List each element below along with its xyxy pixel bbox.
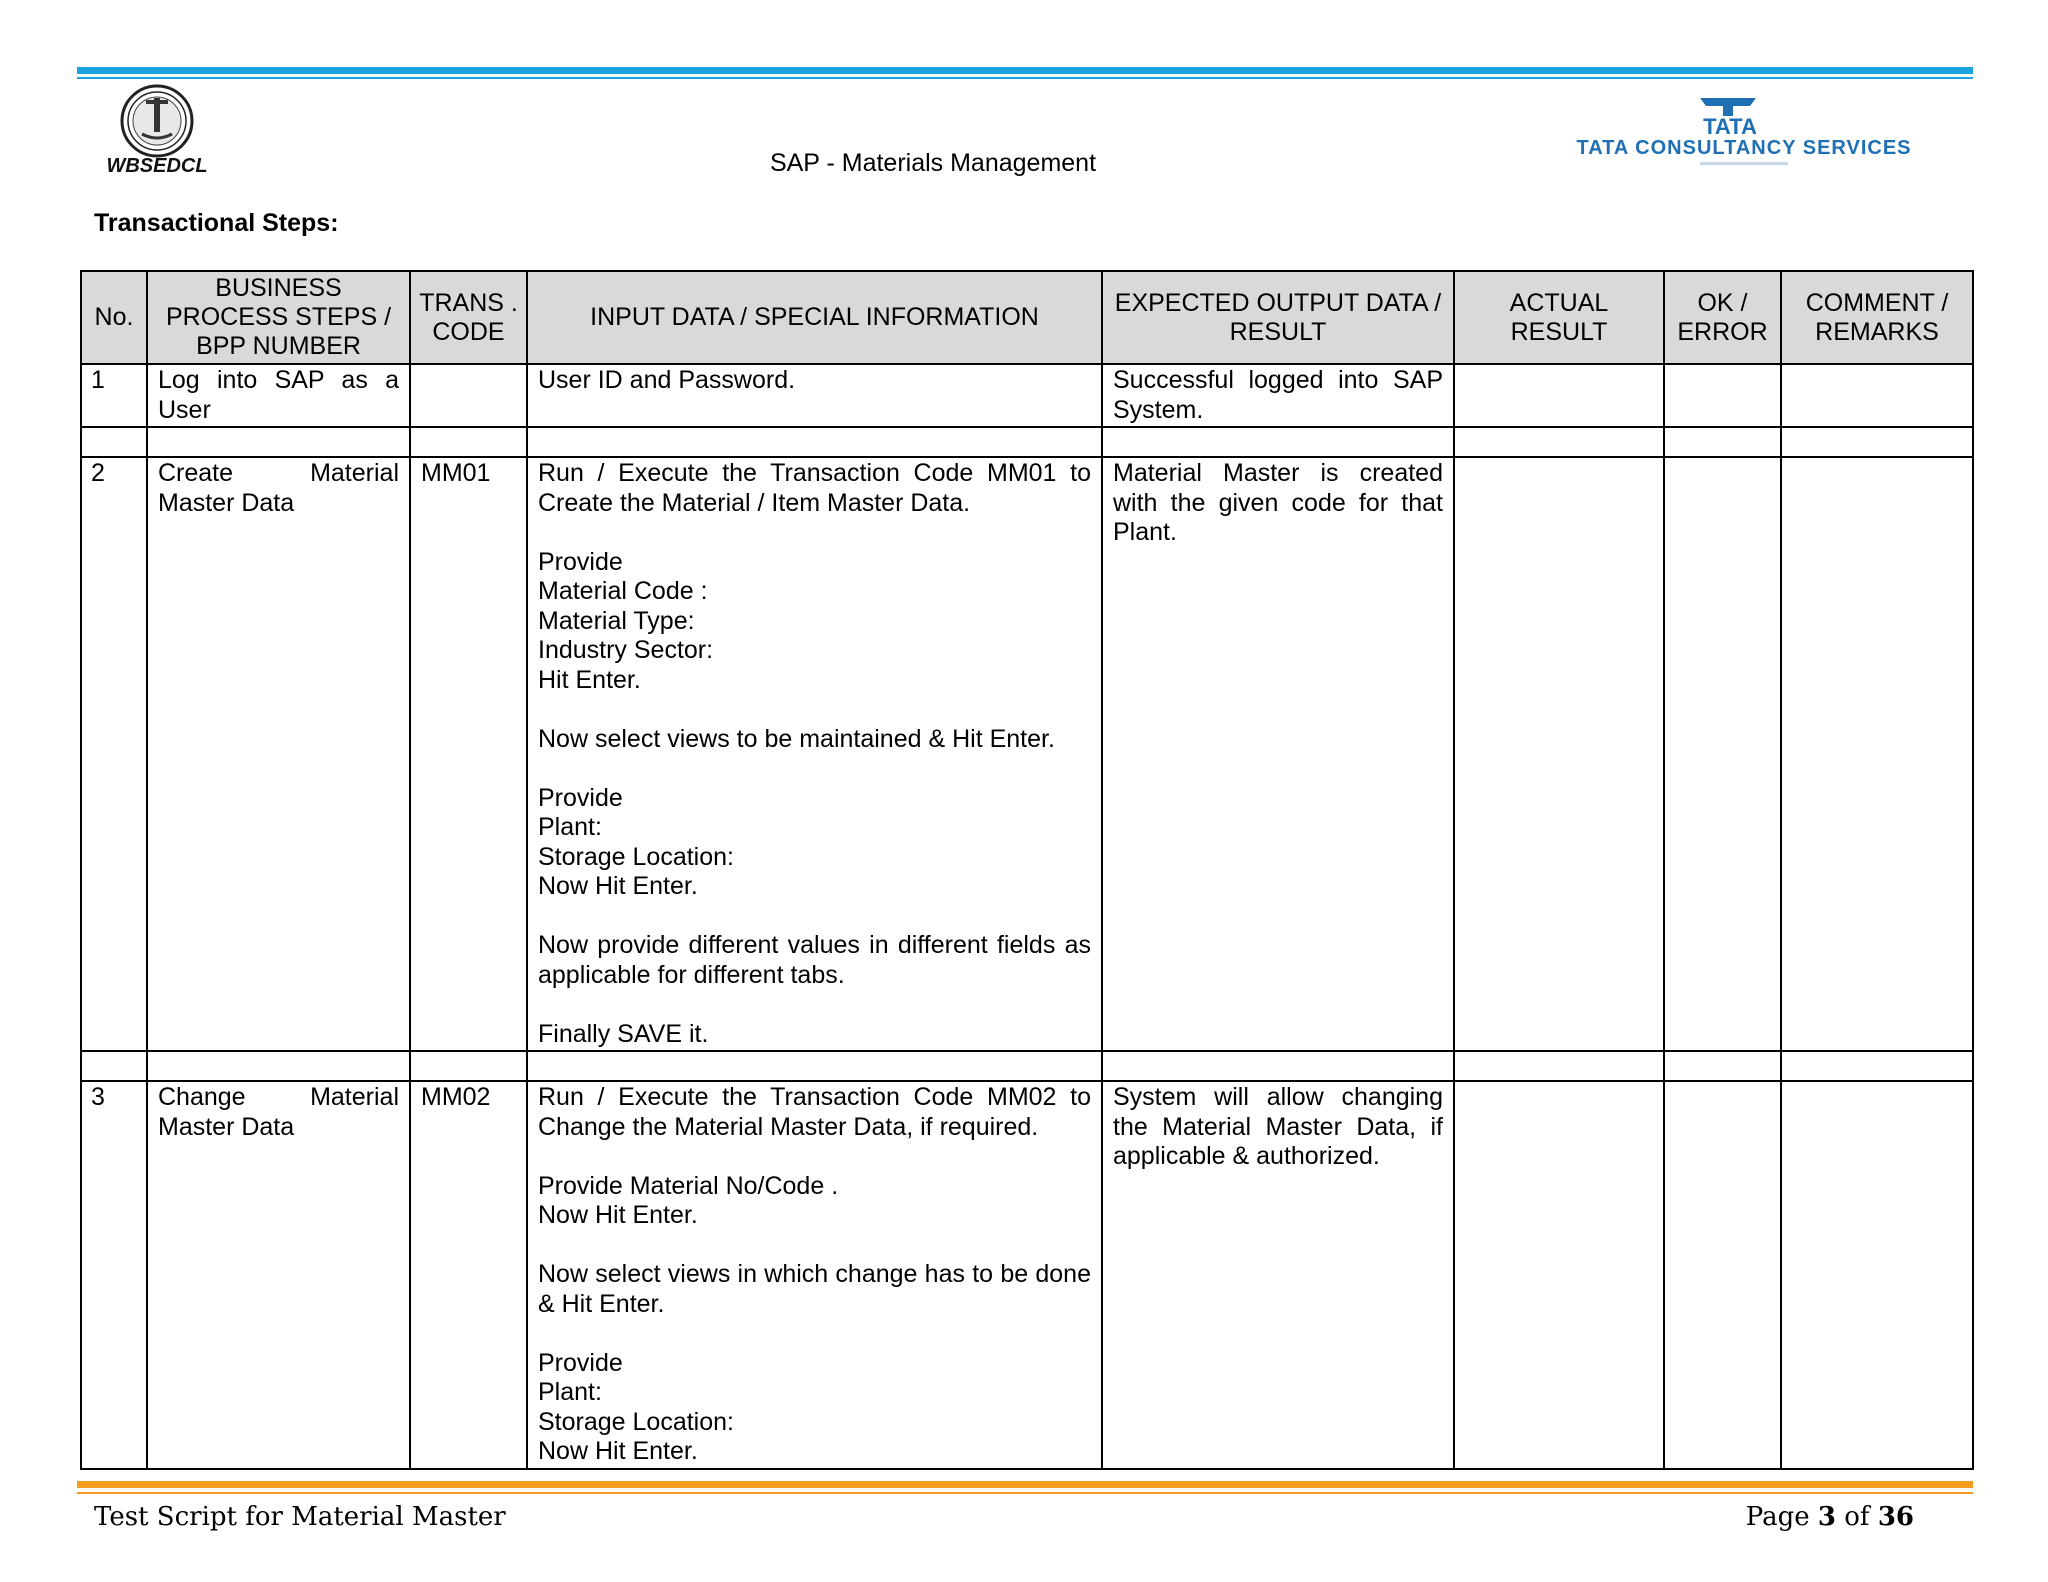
table-row [81,457,1973,1051]
top-rule [77,67,1973,74]
expected-output: System will allow changing the Material Master Data, if applicable & authorized. [1102,1081,1454,1469]
input-data [527,457,1102,1051]
row-number: 1 [81,364,147,427]
input-paragraph: Now provide different values in different fields as applicable for different tabs. [538,931,1091,989]
trans-code [410,364,527,427]
input-line: User ID and Password. [538,366,796,394]
input-line: Material Type: [538,606,695,635]
input-intro: Run / Execute the Transaction Code MM02 to Change the Material Master Data, if required. [538,1083,1091,1141]
col-header-ok-error: OK / ERROR [1664,271,1781,364]
col-header-expected-output: EXPECTED OUTPUT DATA / RESULT [1102,271,1454,364]
section-title: Transactional Steps: [94,209,339,237]
footer-document-name: Test Script for Material Master [94,1502,506,1532]
input-line: Industry Sector: [538,636,714,664]
col-header-trans-code: TRANS . CODE [410,271,527,364]
page-current: 3 [1817,1502,1836,1532]
document-title: SAP - Materials Management [769,149,1097,177]
input-intro: Run / Execute the Transaction Code MM01 to Create the Material / Item Master Data. [538,459,1091,517]
input-line: Now select views to be maintained & Hit Enter. [538,724,1055,753]
page-total: 36 [1877,1502,1914,1532]
row-number: 3 [81,1081,147,1469]
input-data [527,1081,1102,1469]
input-line: Plant: [538,813,602,841]
tcs-logo [1520,96,1968,176]
trans-code: MM01 [410,457,527,1051]
ok-error-cell [1664,457,1781,1051]
ok-error-cell [1664,1081,1781,1469]
expected-output: Material Master is created with the given code for that Plant. [1102,457,1454,1051]
page-of: of [1844,1502,1870,1532]
table-row [81,364,1973,427]
comment-cell [1781,364,1973,427]
actual-result-cell [1454,364,1664,427]
input-line: Hit Enter. [538,665,641,694]
process-step: Log into SAP as a User [147,364,410,427]
comment-cell [1781,457,1973,1051]
trans-code: MM02 [410,1081,527,1469]
col-header-no: No. [81,271,147,364]
page-number [1746,1502,1914,1532]
spacer-row [81,1051,1973,1081]
process-step: Create Material Master Data [147,457,410,1051]
input-paragraph: Now select views in which change has to be done & Hit Enter. [538,1260,1091,1318]
actual-result-cell [1454,457,1664,1051]
input-data [527,364,1102,427]
input-line: Provide Material No/Code . [538,1171,839,1200]
top-rule-thin [77,77,1973,79]
comment-cell [1781,1081,1973,1469]
page-label: Page [1745,1502,1810,1532]
input-line: Now Hit Enter. [538,872,698,900]
input-line: Now Hit Enter. [538,1201,698,1229]
process-step: Change Material Master Data [147,1081,410,1469]
svg-text:WBSEDCL: WBSEDCL [106,155,208,176]
col-header-business-process: BUSINESS PROCESS STEPS / BPP NUMBER [147,271,410,364]
spacer-row [81,427,1973,457]
col-header-comment: COMMENT / REMARKS [1781,271,1973,364]
svg-text:TATA: TATA [1703,114,1757,139]
expected-output: Successful logged into SAP System. [1102,364,1454,427]
input-line: Material Code : [538,577,708,605]
table-row [81,1081,1973,1469]
ok-error-cell [1664,364,1781,427]
col-header-input-data: INPUT DATA / SPECIAL INFORMATION [527,271,1102,364]
input-line: Storage Location: [538,1407,734,1436]
table-header-row [81,271,1973,364]
input-line: Plant: [538,1378,602,1406]
input-line: Storage Location: [538,842,734,871]
input-line: Provide [538,547,623,576]
bottom-rule-thin [77,1492,1973,1494]
col-header-actual-result: ACTUAL RESULT [1454,271,1664,364]
input-line: Now Hit Enter. [538,1437,698,1465]
input-line: Finally SAVE it. [538,1019,709,1048]
test-steps-table [80,270,1974,1470]
input-line: Provide [538,1348,623,1377]
svg-text:TATA CONSULTANCY SERVICES: TATA CONSULTANCY SERVICES [1576,137,1912,159]
input-line: Provide [538,783,623,812]
bottom-rule [77,1481,1973,1488]
row-number: 2 [81,457,147,1051]
actual-result-cell [1454,1081,1664,1469]
